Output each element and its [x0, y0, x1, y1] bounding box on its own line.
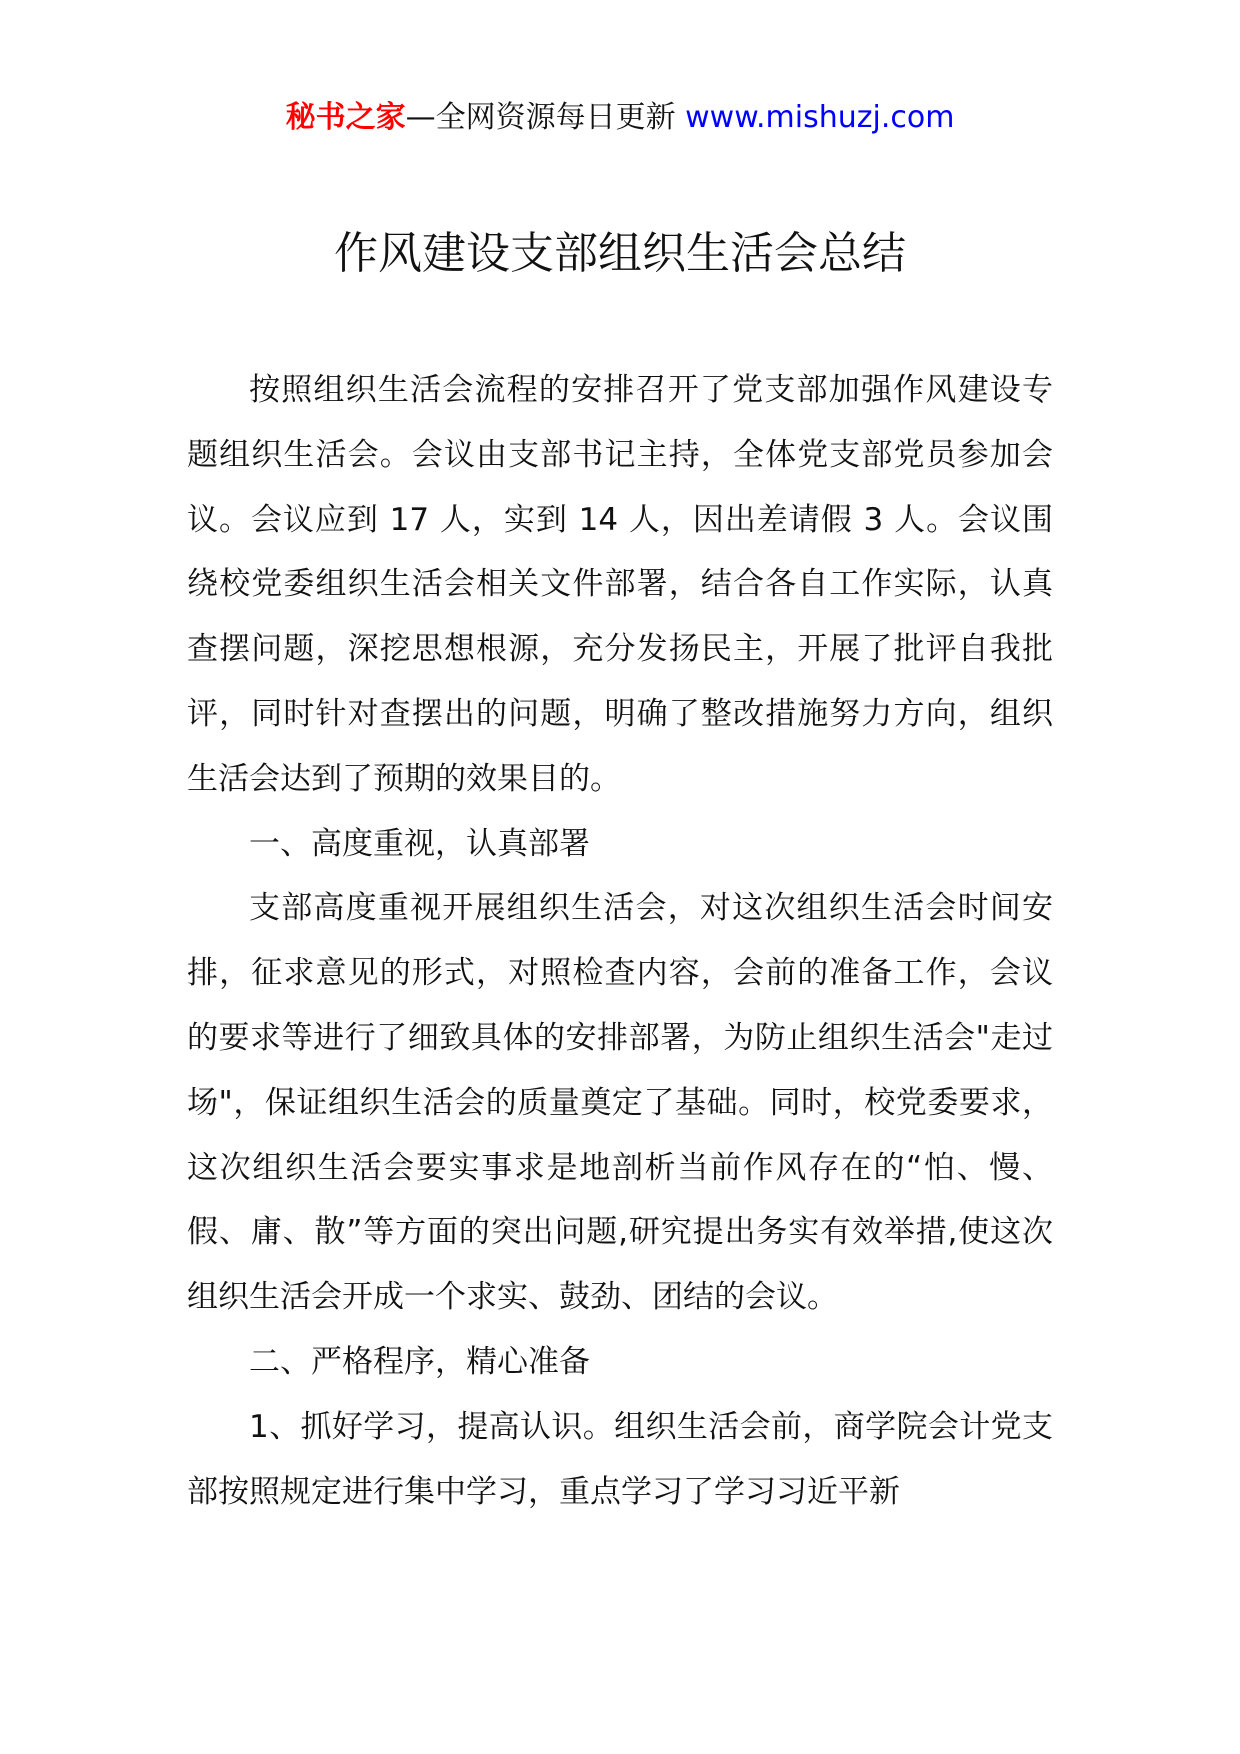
site-url-link[interactable]: www.mishuzj.com — [685, 100, 955, 135]
document-title: 作风建设支部组织生活会总结 — [334, 228, 906, 279]
document-body — [187, 358, 1053, 1524]
site-tagline: —全网资源每日更新 — [405, 100, 686, 135]
site-brand-name: 秘书之家 — [285, 100, 406, 135]
section-heading-2: 二、严格程序，精心准备 — [249, 1343, 590, 1380]
intro-paragraph: 按照组织生活会流程的安排召开了党支部加强作风建设专题组织生活会。会议由支部书记主持，全体党支部党员参加会议。会议应到 17 人，实到 14 人，因出差请假 3 人。会议围绕校党委组织生活会相关文件部署，结合各自工作实际，认真查摆问题，深挖思想根源，充分发扬民主，开展了批评自我批评，同时针对查摆出的问题，明确了整改措施努力方向，组织生活会达到了预期的效果目的。 — [187, 372, 1053, 797]
section-heading-1: 一、高度重视，认真部署 — [249, 825, 590, 862]
site-header-banner — [0, 98, 1240, 138]
section-2-item-1-paragraph: 1、抓好学习，提高认识。组织生活会前，商学院会计党支部按照规定进行集中学习，重点学习了学习习近平新 — [187, 1408, 1053, 1510]
section-1-paragraph: 支部高度重视开展组织生活会，对这次组织生活会时间安排，征求意见的形式，对照检查内容，会前的准备工作，会议的要求等进行了细致具体的安排部署，为防止组织生活会"走过场"，保证组织生活会的质量奠定了基础。同时，校党委要求，这次组织生活会要实事求是地剖析当前作风存在的“怕、慢、假、庸、散”等方面的突出问题,研究提出务实有效举措,使这次组织生活会开成一个求实、鼓劲、团结的会议。 — [187, 890, 1053, 1316]
